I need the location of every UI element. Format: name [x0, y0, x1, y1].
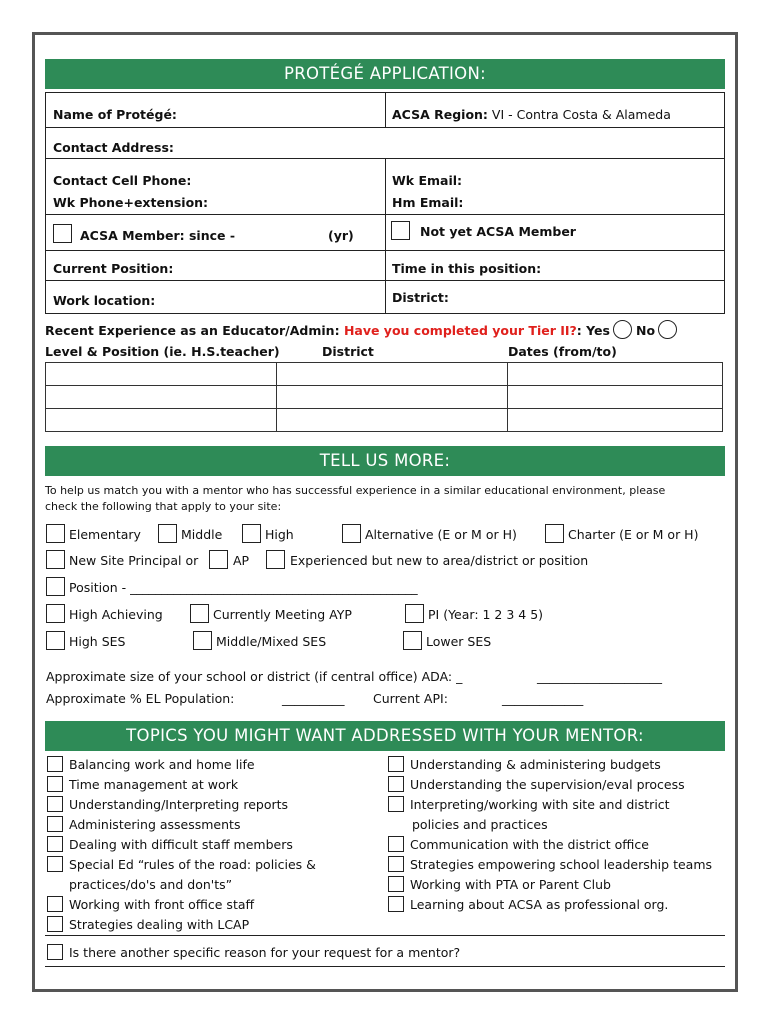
api-label: Current API:	[373, 691, 448, 706]
experience-table	[45, 362, 723, 432]
experienced-label: Experienced but new to area/district or position	[290, 553, 589, 568]
topic-label: Interpreting/working with site and district	[410, 797, 670, 812]
region-field	[392, 107, 671, 122]
exp-col-level: Level & Position (ie. H.S.teacher)	[45, 344, 280, 359]
tier-question: Have you completed your Tier II?	[343, 323, 577, 338]
topic-label-continued: policies and practices	[412, 817, 548, 832]
alternative-label: Alternative (E or M or H)	[365, 527, 517, 542]
divider	[45, 92, 46, 313]
topic-label: Dealing with difficult staff members	[69, 837, 293, 852]
topic-label: Working with PTA or Parent Club	[410, 877, 611, 892]
form-title: PROTÉGÉ APPLICATION:	[45, 59, 725, 89]
high-label: High	[265, 527, 294, 542]
acsa-member-label: ACSA Member: since -	[80, 228, 236, 243]
topic-label: Understanding & administering budgets	[410, 757, 661, 772]
table-cell[interactable]	[46, 386, 277, 409]
experience-line	[45, 320, 681, 339]
other-reason-label: Is there another specific reason for your request for a mentor?	[69, 945, 461, 960]
topic-checkbox[interactable]	[47, 756, 63, 772]
charter-checkbox[interactable]	[545, 524, 564, 543]
topic-label: Special Ed “rules of the road: policies &	[69, 857, 316, 872]
lower-ses-checkbox[interactable]	[403, 631, 422, 650]
acsa-member-checkbox[interactable]	[53, 224, 72, 243]
no-radio[interactable]	[658, 320, 677, 339]
experienced-checkbox[interactable]	[266, 550, 285, 569]
yes-radio[interactable]	[613, 320, 632, 339]
wk-email-label: Wk Email:	[392, 173, 463, 188]
intro-text-1: To help us match you with a mentor who has successful experience in a similar educational environment, please	[45, 484, 666, 497]
table-row	[46, 363, 723, 386]
tier-colon: :	[576, 323, 582, 338]
table-cell[interactable]	[508, 409, 723, 432]
table-cell[interactable]	[277, 363, 508, 386]
api-blank[interactable]: _____________	[502, 691, 584, 706]
middle-label: Middle	[181, 527, 223, 542]
member-year-label: (yr)	[328, 228, 354, 243]
intro-text-2: check the following that apply to your site:	[45, 500, 282, 513]
exp-col-district: District	[322, 344, 374, 359]
alternative-checkbox[interactable]	[342, 524, 361, 543]
experience-lead: Recent Experience as an Educator/Admin:	[45, 323, 340, 338]
ap-checkbox[interactable]	[209, 550, 228, 569]
name-label: Name of Protégé:	[53, 107, 177, 122]
topic-checkbox[interactable]	[388, 856, 404, 872]
wk-phone-label: Wk Phone+extension:	[53, 195, 209, 210]
address-label: Contact Address:	[53, 140, 174, 155]
elementary-checkbox[interactable]	[46, 524, 65, 543]
lower-ses-label: Lower SES	[426, 634, 492, 649]
topic-label: Understanding the supervision/eval process	[410, 777, 685, 792]
topic-label: Communication with the district office	[410, 837, 649, 852]
middle-ses-label: Middle/Mixed SES	[216, 634, 327, 649]
new-site-checkbox[interactable]	[46, 550, 65, 569]
divider	[45, 127, 725, 128]
topic-label: Balancing work and home life	[69, 757, 255, 772]
region-label: ACSA Region:	[392, 107, 488, 122]
topics-header: TOPICS YOU MIGHT WANT ADDRESSED WITH YOUR MENTOR:	[45, 721, 725, 751]
el-label: Approximate % EL Population:	[46, 691, 235, 706]
not-member-checkbox[interactable]	[391, 221, 410, 240]
ap-label: AP	[233, 553, 250, 568]
table-cell[interactable]	[508, 363, 723, 386]
table-cell[interactable]	[46, 409, 277, 432]
new-site-label: New Site Principal or	[69, 553, 199, 568]
divider	[45, 966, 725, 967]
topic-label: Strategies dealing with LCAP	[69, 917, 250, 932]
divider	[724, 92, 725, 313]
topic-checkbox[interactable]	[47, 916, 63, 932]
high-checkbox[interactable]	[242, 524, 261, 543]
table-cell[interactable]	[46, 363, 277, 386]
pi-label: PI (Year: 1 2 3 4 5)	[428, 607, 544, 622]
topic-label-continued: practices/do's and don'ts”	[69, 877, 233, 892]
high-achieving-label: High Achieving	[69, 607, 163, 622]
position-label: Current Position:	[53, 261, 174, 276]
topic-checkbox[interactable]	[47, 816, 63, 832]
position-field: Position - ______________________________________________	[69, 580, 418, 595]
hm-email-label: Hm Email:	[392, 195, 464, 210]
charter-label: Charter (E or M or H)	[568, 527, 699, 542]
position-checkbox[interactable]	[46, 577, 65, 596]
ada-label: Approximate size of your school or district (if central office) ADA: _	[46, 669, 463, 684]
exp-col-dates: Dates (from/to)	[508, 344, 617, 359]
table-cell[interactable]	[508, 386, 723, 409]
elementary-label: Elementary	[69, 527, 141, 542]
topic-checkbox[interactable]	[47, 856, 63, 872]
topic-label: Learning about ACSA as professional org.	[410, 897, 669, 912]
tell-us-more-header: TELL US MORE:	[45, 446, 725, 476]
work-location-label: Work location:	[53, 293, 156, 308]
topic-checkbox[interactable]	[47, 796, 63, 812]
high-achieving-checkbox[interactable]	[46, 604, 65, 623]
table-row	[46, 386, 723, 409]
divider	[45, 935, 725, 936]
meeting-ayp-checkbox[interactable]	[190, 604, 209, 623]
divider	[385, 158, 386, 313]
topic-label: Understanding/Interpreting reports	[69, 797, 289, 812]
divider	[45, 313, 725, 314]
topic-checkbox[interactable]	[47, 896, 63, 912]
time-label: Time in this position:	[392, 261, 542, 276]
region-value: VI - Contra Costa & Alameda	[491, 107, 671, 122]
topic-label: Working with front office staff	[69, 897, 255, 912]
middle-checkbox[interactable]	[158, 524, 177, 543]
topic-label: Strategies empowering school leadership teams	[410, 857, 713, 872]
not-member-label: Not yet ACSA Member	[420, 224, 576, 239]
middle-ses-checkbox[interactable]	[193, 631, 212, 650]
divider	[385, 92, 386, 127]
high-ses-label: High SES	[69, 634, 126, 649]
topic-checkbox[interactable]	[388, 776, 404, 792]
topic-checkbox[interactable]	[388, 876, 404, 892]
no-label: No	[635, 323, 656, 338]
topic-checkbox[interactable]	[388, 836, 404, 852]
topic-checkbox[interactable]	[388, 896, 404, 912]
topic-checkbox[interactable]	[388, 796, 404, 812]
other-reason-checkbox[interactable]	[47, 944, 63, 960]
topic-label: Time management at work	[69, 777, 239, 792]
topic-checkbox[interactable]	[47, 776, 63, 792]
topic-label: Administering assessments	[69, 817, 241, 832]
meeting-ayp-label: Currently Meeting AYP	[213, 607, 352, 622]
pi-checkbox[interactable]	[405, 604, 424, 623]
table-cell[interactable]	[277, 409, 508, 432]
table-row	[46, 409, 723, 432]
high-ses-checkbox[interactable]	[46, 631, 65, 650]
topic-checkbox[interactable]	[388, 756, 404, 772]
table-cell[interactable]	[277, 386, 508, 409]
ada-blank[interactable]: ____________________	[537, 669, 662, 684]
topic-checkbox[interactable]	[47, 836, 63, 852]
yes-label: Yes	[586, 323, 610, 338]
el-blank[interactable]: __________	[282, 691, 345, 706]
district-label: District:	[392, 290, 449, 305]
cell-phone-label: Contact Cell Phone:	[53, 173, 192, 188]
